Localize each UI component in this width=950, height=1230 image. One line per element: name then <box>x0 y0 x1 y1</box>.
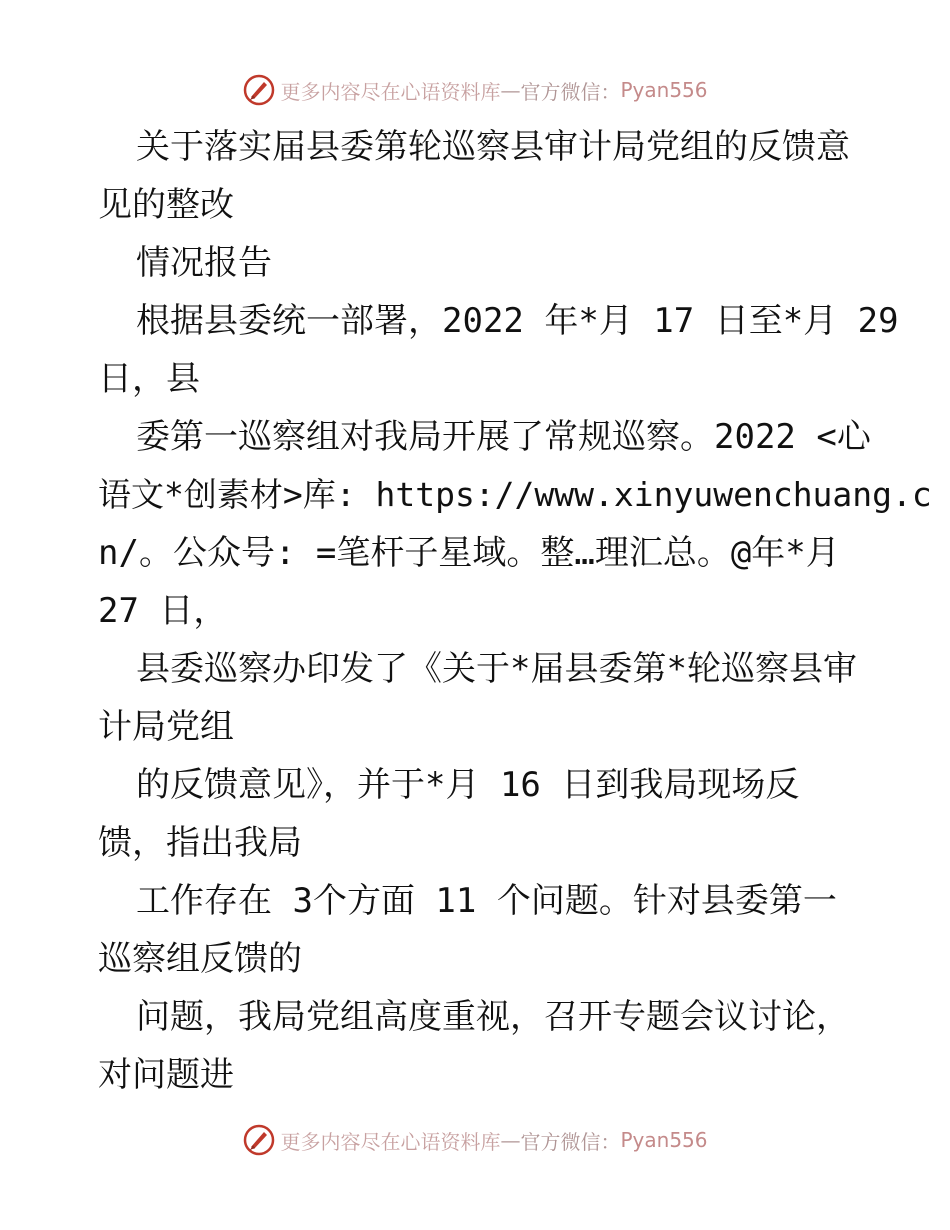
quill-logo-icon <box>242 1123 276 1157</box>
text-line: 工作存在 3个方面 11 个问题。针对县委第一 <box>136 881 837 921</box>
text-line: 语文*创素材>库: https://www.xinyuwenchuang.c <box>98 475 932 514</box>
watermark-main-text: 更多内容尽在心语资料库 <box>280 79 501 104</box>
quill-logo-icon <box>242 73 276 107</box>
text-line: 巡察组反馈的 <box>98 939 302 979</box>
text-line: 问题，我局党组高度重视，召开专题会议讨论， <box>136 997 850 1037</box>
text-line: 馈，指出我局 <box>98 823 302 863</box>
header-watermark <box>0 70 950 110</box>
text-line: n/。公众号: =笔杆子星域。整…理汇总。@年*月 <box>98 533 840 573</box>
text-line: 根据县委统一部署，2022 年*月 17 日至*月 29 <box>136 301 899 341</box>
text-line: 情况报告 <box>136 243 272 283</box>
watermark-main-text: 更多内容尽在心语资料库 <box>280 1129 501 1154</box>
watermark-id-text: Pyan556 <box>620 78 708 102</box>
watermark-dash: — <box>500 1128 521 1152</box>
text-line: 见的整改 <box>98 185 234 225</box>
text-line: 委第一巡察组对我局开展了常规巡察。2022 <心 <box>136 417 871 457</box>
text-line: 的反馈意见》，并于*月 16 日到我局现场反 <box>136 765 800 805</box>
footer-watermark <box>0 1120 950 1160</box>
watermark-sub-text: 官方微信： <box>520 1129 621 1154</box>
watermark-id-text: Pyan556 <box>620 1128 708 1152</box>
text-line: 对问题进 <box>98 1055 234 1095</box>
text-line: 日，县 <box>98 359 200 399</box>
text-line: 计局党组 <box>98 707 234 747</box>
text-line: 27 日， <box>98 591 228 631</box>
watermark-sub-text: 官方微信： <box>520 79 621 104</box>
text-line: 县委巡察办印发了《关于*届县委第*轮巡察县审 <box>136 649 857 689</box>
text-line: 关于落实届县委第轮巡察县审计局党组的反馈意 <box>136 127 850 167</box>
watermark-dash: — <box>500 78 521 102</box>
